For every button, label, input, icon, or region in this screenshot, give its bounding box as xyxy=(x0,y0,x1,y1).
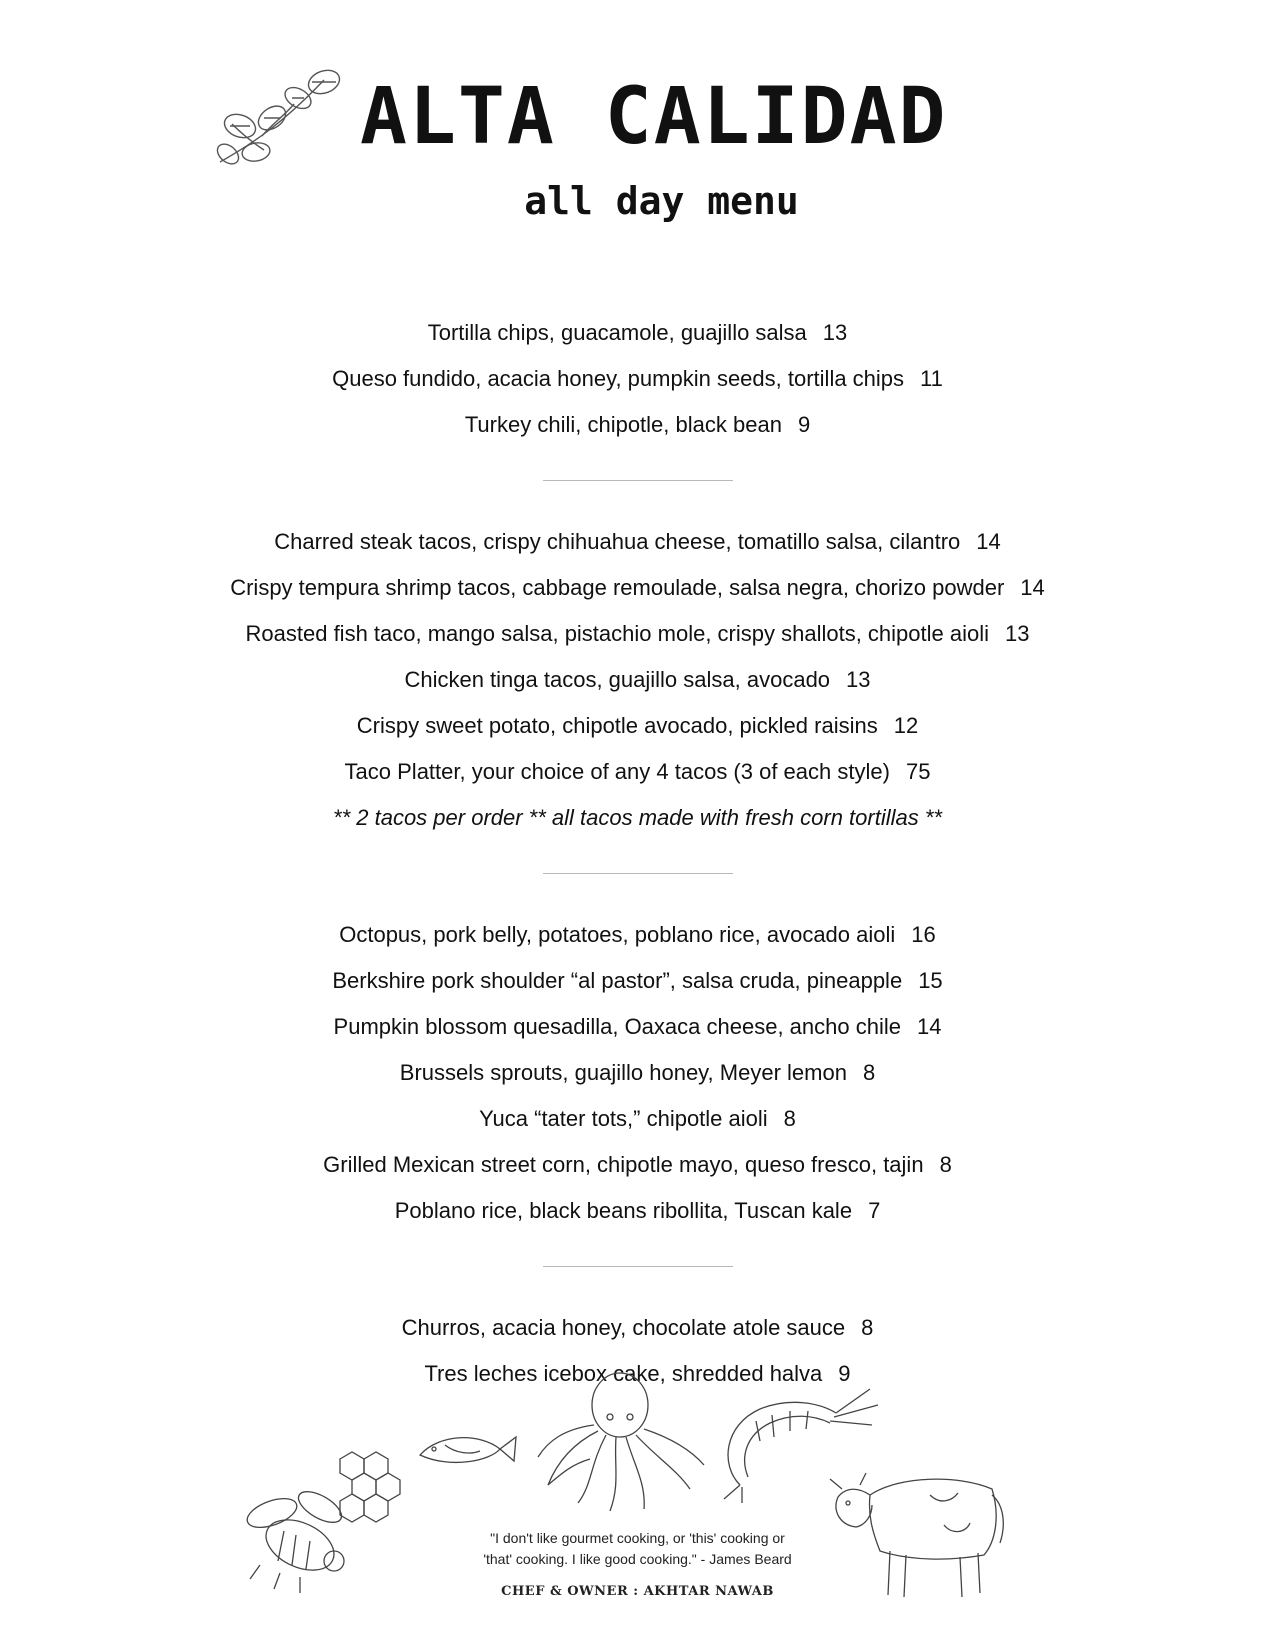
chef-credit: CHEF & OWNER : AKHTAR NAWAB xyxy=(501,1584,774,1599)
menu-item xyxy=(0,1096,1275,1142)
menu-item xyxy=(0,958,1275,1004)
menu-item-price: 13 xyxy=(822,320,848,345)
menu-item-price: 13 xyxy=(1005,621,1030,646)
menu-item-name: Churros, acacia honey, chocolate atole sauce xyxy=(401,1315,846,1340)
taco-note: ** 2 tacos per order ** all tacos made with fresh corn tortillas ** xyxy=(333,805,942,830)
menu-list xyxy=(0,310,1275,1397)
menu-item-price: 16 xyxy=(911,922,936,947)
section-divider xyxy=(543,480,733,481)
section-divider xyxy=(543,873,733,874)
menu-item xyxy=(0,356,1275,402)
menu-item-name: Tres leches icebox cake, shredded halva xyxy=(424,1361,823,1386)
menu-item-price: 13 xyxy=(846,667,871,692)
quote-line-1: "I don't like gourmet cooking, or 'this' cooking or xyxy=(490,1530,785,1546)
menu-item-name: Charred steak tacos, crispy chihuahua cheese, tomatillo salsa, cilantro xyxy=(274,529,961,554)
menu-item-price: 14 xyxy=(1020,575,1045,600)
menu-item xyxy=(0,1188,1275,1234)
leaf-branch-icon xyxy=(212,64,362,176)
menu-item-price: 11 xyxy=(920,366,943,391)
menu-item xyxy=(0,402,1275,448)
footer-illustrations xyxy=(0,1365,1275,1645)
menu-item-name: Grilled Mexican street corn, chipotle mayo, queso fresco, tajin xyxy=(323,1152,924,1177)
menu-item-price: 12 xyxy=(893,713,919,738)
menu-item-name: Taco Platter, your choice of any 4 tacos (3 of each style) xyxy=(344,759,890,784)
menu-item-name: Poblano rice, black beans ribollita, Tuscan kale xyxy=(394,1198,853,1223)
menu-item xyxy=(0,1050,1275,1096)
menu-item xyxy=(0,519,1275,565)
menu-item-price: 8 xyxy=(861,1315,874,1340)
menu-item-name: Turkey chili, chipotle, black bean xyxy=(464,412,782,437)
menu-item-name: Crispy tempura shrimp tacos, cabbage remoulade, salsa negra, chorizo powder xyxy=(230,575,1005,600)
menu-item-price: 75 xyxy=(905,759,931,784)
fish-icon xyxy=(420,1437,516,1462)
menu-item-price: 9 xyxy=(797,412,811,437)
menu-item xyxy=(0,565,1275,611)
menu-item-name: Octopus, pork belly, potatoes, poblano rice, avocado aioli xyxy=(339,922,896,947)
menu-item xyxy=(0,1305,1275,1351)
restaurant-title: ALTA CALIDAD xyxy=(360,72,948,162)
menu-item-price: 8 xyxy=(939,1152,952,1177)
quote-line-2: 'that' cooking. I like good cooking." - James Beard xyxy=(483,1551,792,1567)
quote xyxy=(0,1528,1275,1570)
menu-item xyxy=(0,749,1275,795)
menu-item-price: 14 xyxy=(916,1014,942,1039)
menu-item xyxy=(0,1142,1275,1188)
menu-item-name: Yuca “tater tots,” chipotle aioli xyxy=(479,1106,768,1131)
menu-item-name: Chicken tinga tacos, guajillo salsa, avocado xyxy=(404,667,831,692)
menu-item xyxy=(0,1004,1275,1050)
menu-item-price: 14 xyxy=(976,529,1001,554)
menu-item-price: 8 xyxy=(862,1060,876,1085)
menu-item-price: 9 xyxy=(838,1361,851,1386)
menu-item xyxy=(0,703,1275,749)
bee-honeycomb-icon xyxy=(243,1452,400,1593)
menu-item-name: Crispy sweet potato, chipotle avocado, pickled raisins xyxy=(356,713,878,738)
menu-subtitle: all day menu xyxy=(524,179,799,223)
menu-item-name: Brussels sprouts, guajillo honey, Meyer lemon xyxy=(399,1060,847,1085)
menu-item-price: 7 xyxy=(868,1198,881,1223)
section-divider xyxy=(543,1266,733,1267)
menu-item-name: Berkshire pork shoulder “al pastor”, salsa cruda, pineapple xyxy=(332,968,903,993)
menu-item-price: 8 xyxy=(783,1106,796,1131)
menu-item-name: Tortilla chips, guacamole, guajillo salsa xyxy=(427,320,807,345)
menu-item xyxy=(0,310,1275,356)
menu-item xyxy=(0,657,1275,703)
menu-item xyxy=(0,912,1275,958)
menu-item xyxy=(0,611,1275,657)
menu-item-name: Queso fundido, acacia honey, pumpkin seeds, tortilla chips xyxy=(332,366,905,391)
menu-item-name: Pumpkin blossom quesadilla, Oaxaca cheese, ancho chile xyxy=(333,1014,901,1039)
menu-item-name: Roasted fish taco, mango salsa, pistachio mole, crispy shallots, chipotle aioli xyxy=(245,621,989,646)
octopus-icon xyxy=(538,1373,704,1511)
shrimp-icon xyxy=(724,1389,878,1503)
menu-item-price: 15 xyxy=(918,968,943,993)
